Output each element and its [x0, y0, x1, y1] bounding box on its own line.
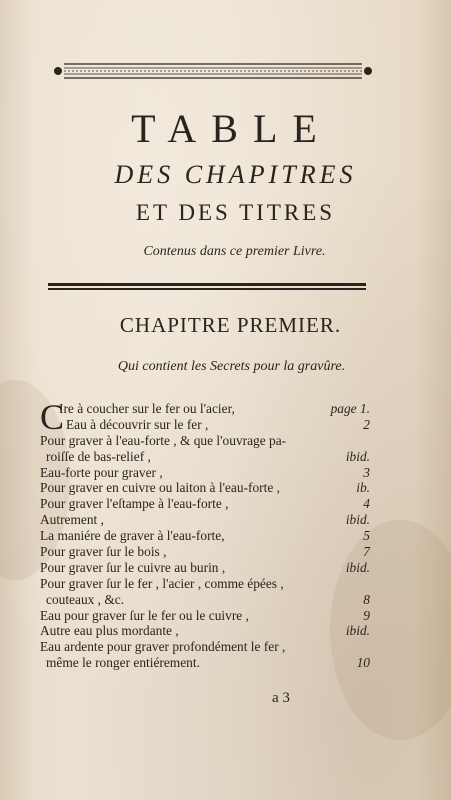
entry-page: 3: [363, 464, 370, 480]
contents-note: Contenus dans ce premier Livre.: [143, 244, 326, 259]
chapter-subtitle: Qui contient les Secrets pour la gravûre.: [117, 359, 346, 374]
entry-title: Pour graver ſur le bois ,: [40, 544, 167, 560]
page-subtitle: ET DES TITRES: [135, 200, 336, 225]
page-title: TABLE: [131, 106, 332, 151]
list-item: [40, 433, 370, 449]
list-item: [40, 512, 370, 528]
entry-title: Pour graver l'eſtampe à l'eau-forte ,: [40, 496, 229, 512]
entry-page: ibid.: [345, 559, 370, 575]
chapter-title: CHAPITRE PREMIER.: [119, 313, 342, 337]
entry-page: ibid.: [345, 623, 370, 639]
entry-page: ib.: [356, 480, 370, 496]
entry-page: 7: [363, 544, 370, 560]
list-item: [40, 608, 370, 624]
entry-title: Autrement ,: [40, 512, 104, 528]
entry-page: page 1.: [330, 401, 370, 416]
entry-title: La maniére de graver à l'eau-forte,: [40, 528, 225, 544]
entry-page: 5: [363, 528, 370, 544]
list-item: [40, 417, 370, 433]
list-item: [40, 576, 370, 592]
page-subtitle-italic: DES CHAPITRES: [114, 160, 357, 189]
list-item: [40, 623, 370, 639]
entry-page: 4: [363, 496, 370, 512]
decorative-rule: [48, 282, 366, 292]
entry-title: Autre eau plus mordante ,: [40, 623, 179, 639]
entry-title: Pour graver à l'eau-forte , & que l'ouvrage pa-: [40, 432, 287, 448]
list-item: [40, 592, 370, 608]
entry-title: Ire à coucher sur le fer ou l'acier,: [59, 401, 235, 416]
list-item: [40, 480, 370, 496]
entry-title: Eau à découvrir sur le fer ,: [66, 416, 209, 432]
list-item: [40, 449, 370, 465]
entry-title: roiſſe de bas-relief ,: [46, 448, 151, 464]
list-item: [40, 465, 370, 481]
entry-page: 10: [356, 655, 370, 671]
entry-title: couteaux , &c.: [46, 591, 125, 607]
list-item: [40, 496, 370, 512]
entry-title: Eau pour graver ſur le fer ou le cuivre ,: [40, 607, 249, 623]
entry-title: Pour graver ſur le fer , l'acier , comme épées ,: [40, 575, 284, 591]
list-item: [40, 544, 370, 560]
decorative-border-ornament: [50, 60, 376, 82]
entry-page: 8: [363, 591, 370, 607]
table-of-contents: [40, 397, 370, 671]
list-item: [40, 639, 370, 655]
entry-title: Eau ardente pour graver profondément le fer ,: [40, 639, 286, 655]
drop-cap: C: [40, 397, 65, 437]
signature-mark: a 3: [272, 690, 290, 706]
entry-title: Pour graver ſur le cuivre au burin ,: [40, 559, 226, 575]
entry-page: 9: [363, 607, 370, 623]
list-item: [40, 528, 370, 544]
entry-title: Eau-forte pour graver ,: [40, 464, 163, 480]
entry-page: 2: [363, 416, 370, 432]
list-item: [40, 401, 370, 417]
entry-page: ibid.: [345, 512, 370, 528]
entry-title: Pour graver en cuivre ou laiton à l'eau-forte ,: [40, 480, 280, 496]
entry-title: même le ronger entiérement.: [46, 655, 200, 671]
list-item: [40, 655, 370, 671]
entry-page: ibid.: [345, 448, 370, 464]
list-item: [40, 560, 370, 576]
